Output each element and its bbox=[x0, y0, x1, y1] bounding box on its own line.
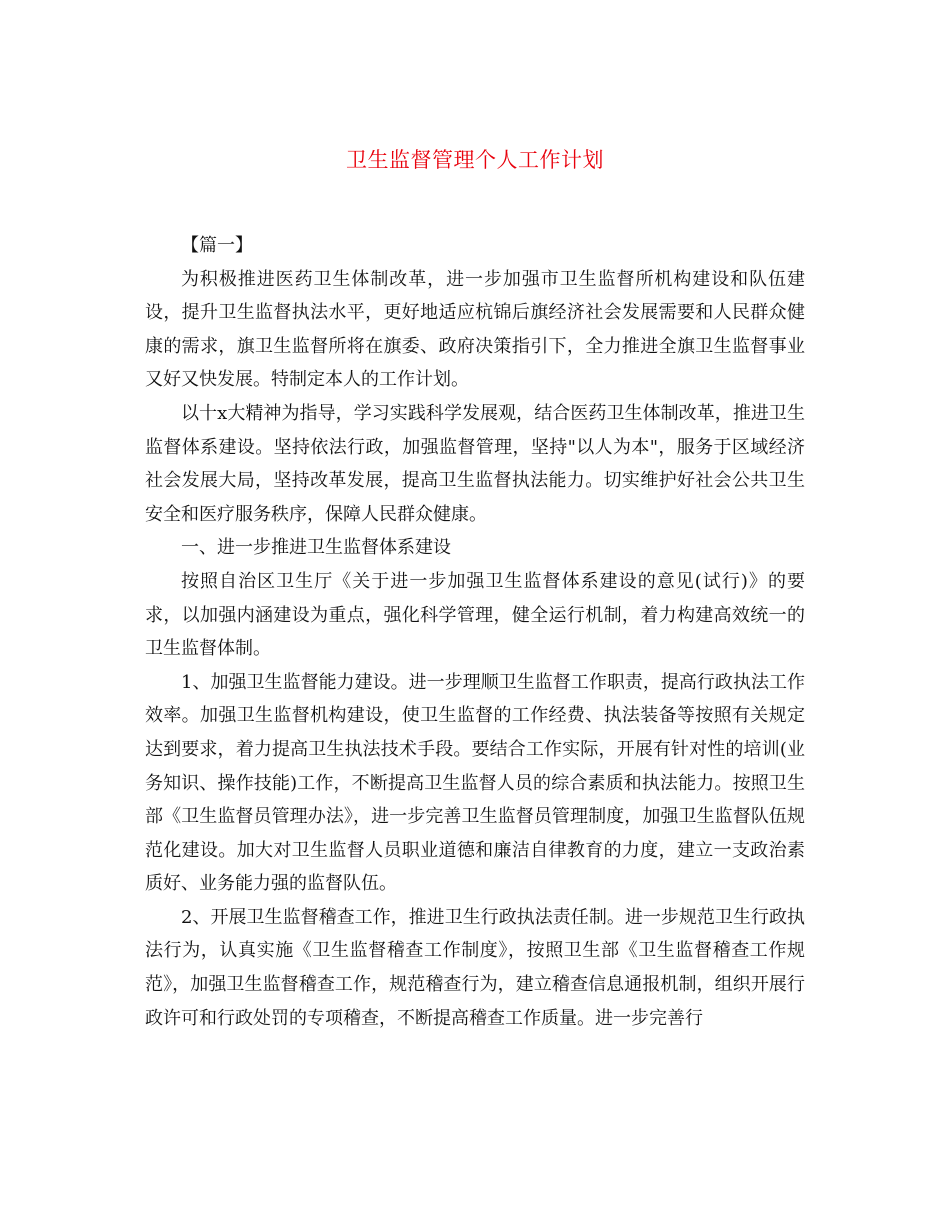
document-title: 卫生监督管理个人工作计划 bbox=[346, 148, 604, 172]
paragraph: 按照自治区卫生厅《关于进一步加强卫生监督体系建设的意见(试行)》的要求，以加强内涵建设为重点，强化科学管理，健全运行机制，着力构建高效统一的卫生监督体制。 bbox=[145, 570, 805, 660]
paragraph: 为积极推进医药卫生体制改革，进一步加强市卫生监督所机构建设和队伍建设，提升卫生监督执法水平，更好地适应杭锦后旗经济社会发展需要和人民群众健康的需求，旗卫生监督所将在旗委、政府决策指引下，全力推进全旗卫生监督事业又好又快发展。特制定本人的工作计划。 bbox=[145, 268, 805, 391]
section-label: 【篇一】 bbox=[181, 235, 253, 256]
paragraph: 2、开展卫生监督稽查工作，推进卫生行政执法责任制。进一步规范卫生行政执法行为，认真实施《卫生监督稽查工作制度》，按照卫生部《卫生监督稽查工作规范》，加强卫生监督稽查工作，规范稽查行为，建立稽查信息通报机制，组织开展行政许可和行政处罚的专项稽查，不断提高稽查工作质量。进一步完善行 bbox=[145, 906, 805, 1029]
paragraph: 以十x大精神为指导，学习实践科学发展观，结合医药卫生体制改革，推进卫生监督体系建设。坚持依法行政，加强监督管理，坚持"以人为本"，服务于区域经济社会发展大局，坚持改革发展，提高卫生监督执法能力。切实维护好社会公共卫生安全和医疗服务秩序，保障人民群众健康。 bbox=[145, 402, 805, 525]
document-body bbox=[145, 229, 805, 1035]
section-heading: 一、进一步推进卫生监督体系建设 bbox=[181, 537, 451, 559]
paragraph: 1、加强卫生监督能力建设。进一步理顺卫生监督工作职责，提高行政执法工作效率。加强卫生监督机构建设，使卫生监督的工作经费、执法装备等按照有关规定达到要求，着力提高卫生执法技术手段。要结合工作实际，开展有针对性的培训(业务知识、操作技能)工作，不断提高卫生监督人员的综合素质和执法能力。按照卫生部《卫生监督员管理办法》，进一步完善卫生监督员管理制度，加强卫生监督队伍规范化建设。加大对卫生监督人员职业道德和廉洁自律教育的力度，建立一支政治素质好、业务能力强的监督队伍。 bbox=[145, 671, 805, 895]
